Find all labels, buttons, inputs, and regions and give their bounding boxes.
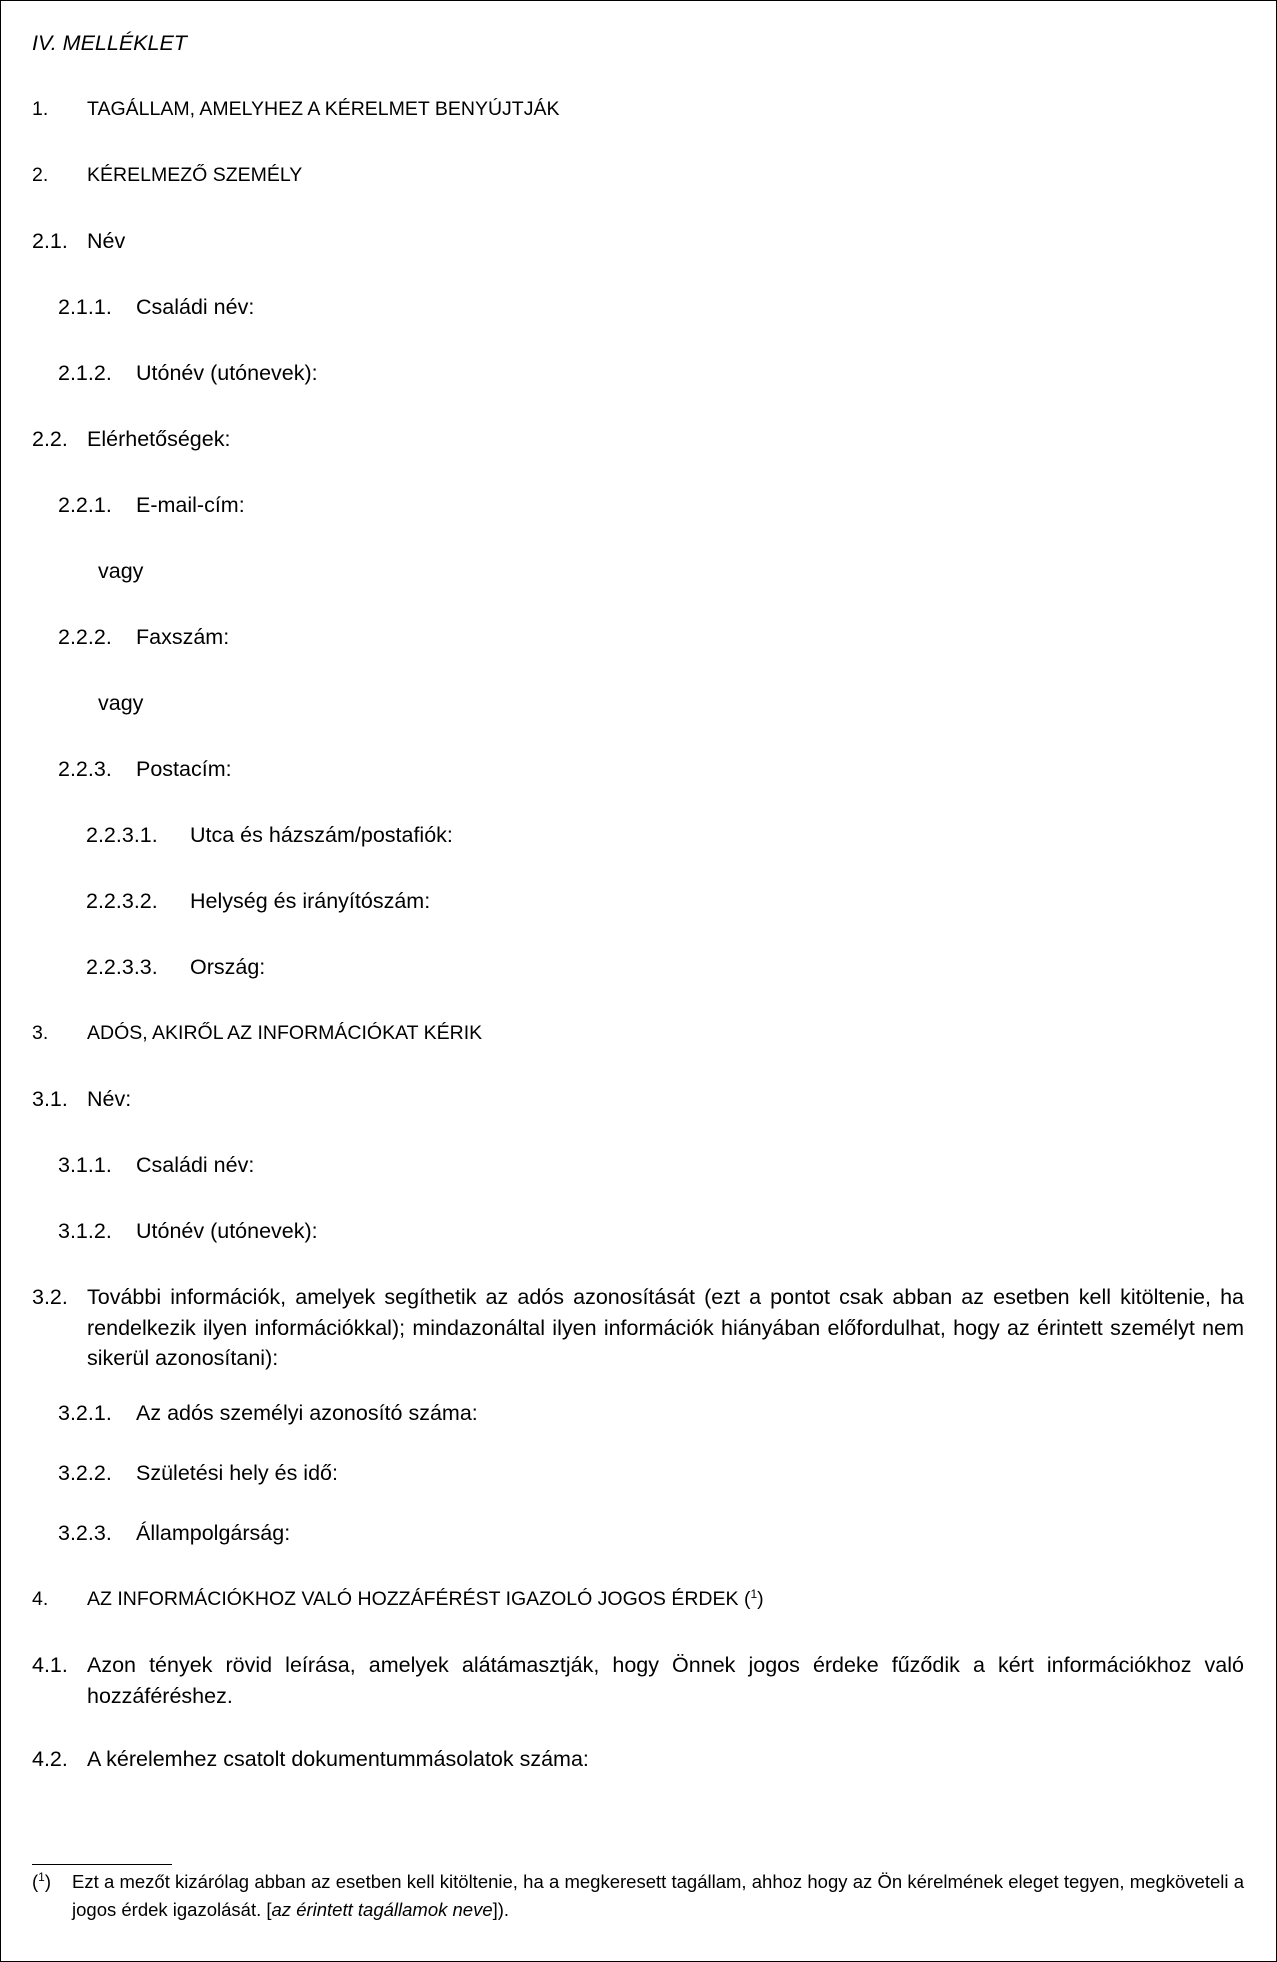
item-label: Születési hely és idő: [136,1461,338,1485]
item-number: 3.2. [32,1285,68,1309]
or-connector: vagy [98,559,144,583]
section-heading: KÉRELMEZŐ SZEMÉLY [87,164,303,186]
item-number: 2.2.3.3. [86,955,158,979]
footnote-paren-open: ( [32,1871,39,1892]
item-number: 2.2.1. [58,493,112,517]
item-label: Utca és házszám/postafiók: [190,823,453,847]
item-2-2-3-1 [86,820,453,851]
item-2-2-3-2 [86,886,430,917]
item-3-1-1 [58,1150,254,1181]
or-connector: vagy [98,691,144,715]
item-label: Ország: [190,955,266,979]
item-2-2-1 [58,490,245,521]
item-number: 2.2.2. [58,625,112,649]
item-3-2-3 [58,1518,290,1549]
item-label: Név: [87,1087,132,1111]
item-label: Utónév (utónevek): [136,361,318,385]
footnote-separator [32,1864,172,1865]
section-2 [32,160,302,191]
item-2-2-3-3 [86,952,265,983]
footnote-ref: 1 [38,1870,45,1884]
item-3-1 [32,1084,131,1115]
item-3-1-2 [58,1216,318,1247]
item-number: 2.2.3. [58,757,112,781]
item-number: 4.1. [32,1653,68,1677]
footnote-paren-close: ) [44,1871,52,1892]
footnote-end: ]). [492,1899,510,1920]
section-number: 2. [32,164,49,186]
item-text: Azon tények rövid leírása, amelyek alátámasztják, hogy Önnek jogos érdeke fűződik a kért információkhoz való hozzáféréshez. [87,1653,1244,1708]
item-2-1 [32,226,125,257]
item-number: 3.1.1. [58,1153,112,1177]
item-2-2-2 [58,622,229,653]
footnote [32,1868,1244,1924]
item-label: Állampolgárság: [136,1521,291,1545]
footnote-body: Ezt a mezőt kizárólag abban az esetben kell kitöltenie, ha a megkeresett tagállam, ahhoz hogy az Ön kérelmének eleget tegyen, megköveteli a jogos érdek igazolását. [ [72,1871,1244,1920]
item-4-2 [32,1744,589,1775]
item-number: 2.1. [32,229,68,253]
item-label: Postacím: [136,757,232,781]
item-label: Az adós személyi azonosító száma: [136,1401,478,1425]
item-number: 2.2.3.1. [86,823,158,847]
section-heading-text: AZ INFORMÁCIÓKHOZ VALÓ HOZZÁFÉRÉST IGAZOLÓ JOGOS ÉRDEK ( [87,1588,751,1610]
item-text: További információk, amelyek segíthetik az adós azonosítását (ezt a pontot csak abban az esetben kell kitöltenie, ha rendelkezik ilyen információkkal); mindazonáltal ilyen információk hiányában előfordulhat, hogy az érintett személyt nem sikerül azonosítani): [87,1285,1244,1370]
item-label: E-mail-cím: [136,493,245,517]
footnote-text [72,1868,1244,1924]
section-3 [32,1018,482,1049]
footnote-ref: 1 [750,1587,758,1601]
item-number: 3.2.3. [58,1521,112,1545]
section-1 [32,94,559,125]
item-2-2-3 [58,754,232,785]
item-number: 2.2. [32,427,68,451]
item-number: 3.1. [32,1087,68,1111]
item-2-1-1 [58,292,254,323]
item-number: 4.2. [32,1747,68,1771]
item-label: Családi név: [136,1153,255,1177]
item-2-1-2 [58,358,318,389]
item-2-2 [32,424,230,455]
item-number: 3.1.2. [58,1219,112,1243]
item-label: Név [87,229,126,253]
item-number: 2.2.3.2. [86,889,158,913]
section-number: 4. [32,1588,49,1610]
section-heading-close: ) [757,1588,764,1610]
section-number: 1. [32,98,49,120]
item-3-2-1 [58,1398,478,1429]
item-3-2-2 [58,1458,338,1489]
item-label: Elérhetőségek: [87,427,231,451]
section-heading: ADÓS, AKIRŐL AZ INFORMÁCIÓKAT KÉRIK [87,1022,483,1044]
footnote-placeholder: az érintett tagállamok neve [271,1899,493,1920]
item-number: 3.2.1. [58,1401,112,1425]
section-heading: TAGÁLLAM, AMELYHEZ A KÉRELMET BENYÚJTJÁK [87,98,560,120]
item-label: Helység és irányítószám: [190,889,431,913]
item-number: 3.2.2. [58,1461,112,1485]
annex-title: IV. MELLÉKLET [32,31,187,55]
footnote-number [32,1868,51,1896]
section-4 [32,1584,764,1615]
item-number: 2.1.2. [58,361,112,385]
item-label: Faxszám: [136,625,230,649]
item-label: A kérelemhez csatolt dokumentummásolatok száma: [87,1747,589,1771]
section-heading [87,1588,764,1610]
item-4-1 [32,1650,1244,1711]
item-label: Családi név: [136,295,255,319]
section-number: 3. [32,1022,49,1044]
item-number: 2.1.1. [58,295,112,319]
item-3-2 [32,1282,1244,1374]
item-label: Utónév (utónevek): [136,1219,318,1243]
